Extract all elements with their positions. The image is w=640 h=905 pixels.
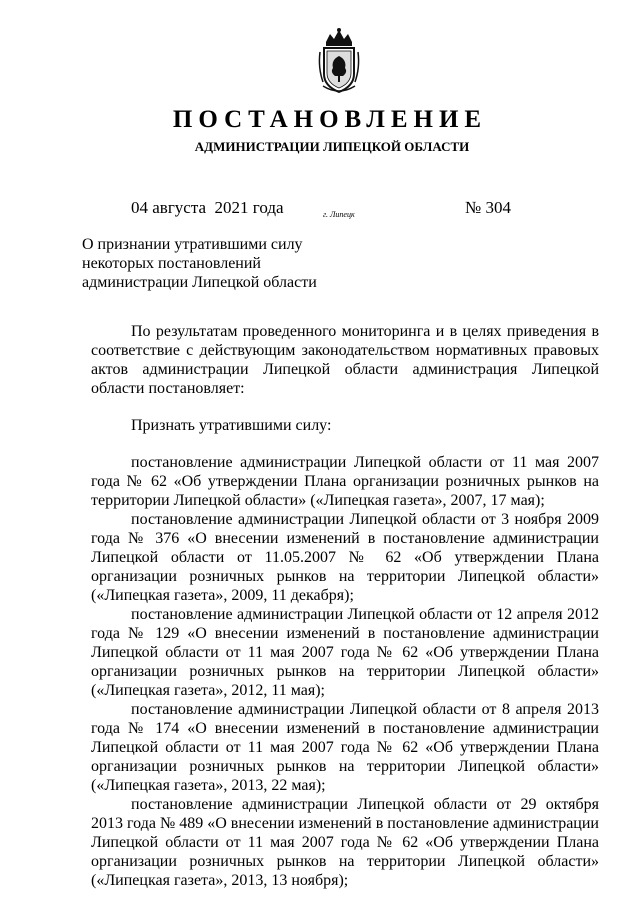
document-date: 04 августа 2021 года (131, 198, 284, 217)
repealed-item: постановление администрации Липецкой области от 8 апреля 2013 года № 174 «О внесении изменений в постановление администрации Липецкой области от 11 мая 2007 года № 62 «Об утверждении Плана организации розничных рынков на территории Липецкой области» («Липецкая газета», 2013, 22 мая); (91, 701, 599, 794)
document-number: № 304 (465, 198, 511, 217)
repealed-item: постановление администрации Липецкой области от 29 октября 2013 года № 489 «О внесении изменений в постановление администрации Липецкой области от 11 мая 2007 года № 62 «Об утверждении Плана организации розничных рынков на территории Липецкой области» («Липецкая газета», 2013, 13 ноября); (91, 796, 599, 889)
repealed-item: постановление администрации Липецкой области от 12 апреля 2012 года № 129 «О внесении изменений в постановление администрации Липецкой области от 11 мая 2007 года № 62 «Об утверждении Плана организации розничных рынков на территории Липецкой области» («Липецкая газета», 2012, 11 мая); (91, 606, 599, 699)
document-subject (82, 235, 317, 292)
subject-line: некоторых постановлений (82, 255, 261, 272)
document-body (91, 322, 599, 890)
repealed-item: постановление администрации Липецкой области от 11 мая 2007 года № 62 «Об утверждении Плана организации розничных рынков на территории Липецкой области» («Липецкая газета», 2007, 17 мая); (91, 454, 599, 509)
subject-line: администрации Липецкой области (82, 274, 317, 291)
intro-paragraph: По результатам проведенного мониторинга и в целях приведения в соответствие с действующим законодательством нормативных правовых актов администрации Липецкой области администрация Липецкой области постановляет: (91, 323, 599, 397)
recognize-paragraph: Признать утратившими силу: (131, 417, 332, 434)
subject-line: О признании утратившими силу (82, 236, 303, 253)
document-city: г. Липецк (323, 210, 355, 219)
repealed-item: постановление администрации Липецкой области от 3 ноября 2009 года № 376 «О внесении изменений в постановление администрации Липецкой области от 11.05.2007 № 62 «Об утверждении Плана организации розничных рынков на территории Липецкой области» («Липецкая газета», 2009, 11 декабря); (91, 511, 599, 604)
coat-of-arms-icon (317, 26, 361, 96)
issuer-title: АДМИНИСТРАЦИИ ЛИПЕЦКОЙ ОБЛАСТИ (194, 139, 470, 154)
document-type-title: ПОСТАНОВЛЕНИЕ (172, 106, 488, 133)
